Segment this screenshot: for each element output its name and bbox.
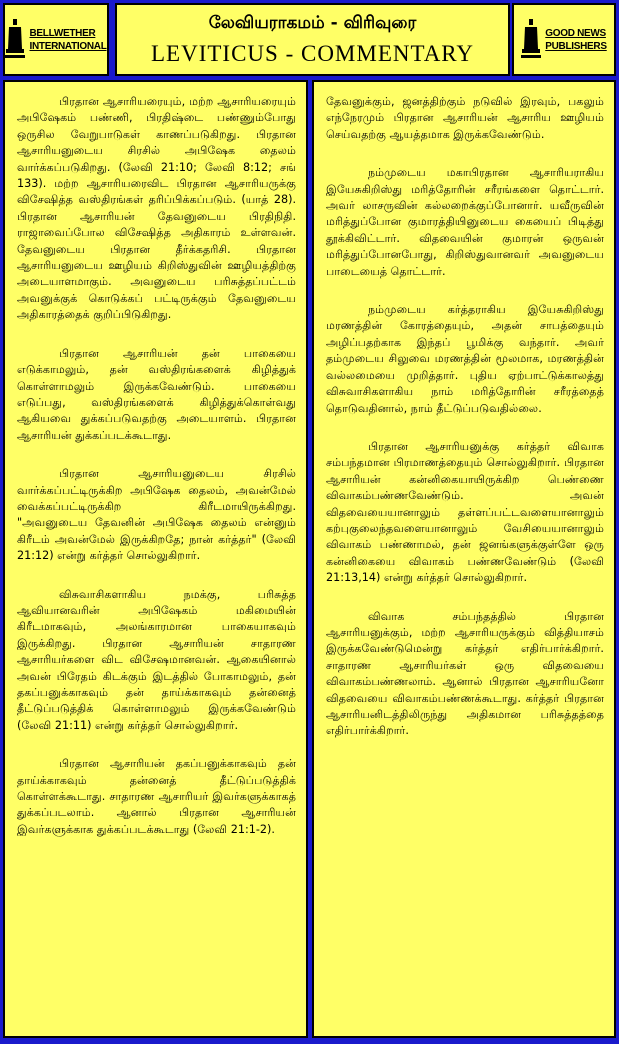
paragraph: விவாக சம்பந்தத்தில் பிரதான ஆசாரியனுக்கும், மற்ற ஆசாரியருக்கும் வித்தியாசம் இருக்கவேண்டுமென்று கர்த்தர் எதிர்பார்க்கிறார். சாதாரண ஆசாரியர்கள் ஒரு விதவையை விவாகம்பண்ணலாம். ஆனால் பிரதான ஆசாரியனோ விதவையை விவாகம்பண்ணக்கூடாது. கர்த்தர் பிரதான ஆசாரியனிடத்திலிருந்து அதிகமான பரிசுத்தத்தை எதிர்பார்க்கிறார். bbox=[326, 609, 604, 738]
good-news-logo bbox=[512, 3, 616, 76]
paragraph: பிரதான ஆசாரியனுக்கு கர்த்தர் விவாக சம்பந்தமான பிரமாணத்தையும் சொல்லுகிறார். பிரதான ஆசாரியன் கன்னிகையாயிருக்கிற பெண்ணை விவாகம்பண்ணவேண்டும். அவன் விதவையையானாலும் தள்ளப்பட்டவளையானாலும் கற்புகுலைந்தவளையானாலும் வேசியையானாலும் விவாகம் பண்ணாமல், தன் ஜனங்களுக்குள்ளே ஒரு கன்னிகையை விவாகம் பண்ணவேண்டும் (லேவி 21:13,14) என்று கர்த்தர் சொல்லுகிறார். bbox=[326, 439, 604, 585]
paragraph: தேவனுக்கும், ஜனத்திற்கும் நடுவில் இரவும், பகலும் எந்நேரமும் பிரதான ஆசாரியன் ஆசாரிய ஊழியம் செய்வதற்கு ஆயத்தமாக இருக்கவேண்டும். bbox=[326, 95, 604, 141]
page-title-tamil: லேவியராகமம் - விரிவுரை bbox=[208, 13, 417, 33]
paragraph: விசுவாசிகளாகிய நமக்கு, பரிசுத்த ஆவியானவரின் அபிஷேகம் மகிமையின் கிரீடமாகவும், அலங்காரமான பாகையாகவும் இருக்கிறது. பிரதான ஆசாரியன் சாதாரண ஆசாரியர்களை விட விசேஷமானவன். ஆகையினால் அவன் பிரேதம் கிடக்கும் இடத்தில் போகாமலும், தன் தகப்பனுக்காகவும் தன் தாய்க்காகவும் தன்னைத் தீட்டுப்படுத்திக் கொள்ளாமலும் இருக்கவேண்டும் (லேவி 21:11) என்று கர்த்தர் சொல்லுகிறார். bbox=[17, 587, 296, 732]
right-logo-line1: GOOD NEWS bbox=[545, 27, 606, 39]
left-logo-line2: INTERNATIONAL bbox=[29, 40, 107, 52]
paragraph: நம்முடைய கர்த்தராகிய இயேசுகிறிஸ்து மரணத்தின் கோரத்தையும், அதன் சாபத்தையும் அழிப்பதற்காக இந்தப் பூமிக்கு வந்தார். அவர் தம்முடைய சிலுவை மரணத்தின் மூலமாக, மரணத்தின் வல்லமையை முறித்தார். புதிய ஏற்பாட்டுக்காலத்து விசுவாசிகளாகிய நாம் மரித்தோரின் சரீரத்தைத் தொடுவதினால், நாம் தீட்டுப்படுவதில்லை. bbox=[326, 303, 604, 415]
paragraph: பிரதான ஆசாரியனுடைய சிரசில் வார்க்கப்பட்டிருக்கிற அபிஷேக தைலம், அவன்மேல் வைக்கப்பட்டிருக்கிற கிரீடமாயிருக்கிறது. "அவனுடைய தேவனின் அபிஷேக தைலம் என்னும் கிரீடம் அவன்மேல் இருக்கிறதே; நான் கர்த்தர்" (லேவி 21:12) என்று கர்த்தர் சொல்லுகிறார். bbox=[17, 467, 296, 563]
title-box bbox=[115, 3, 510, 76]
right-logo-line2: PUBLISHERS bbox=[545, 40, 607, 52]
bell-icon bbox=[521, 19, 541, 61]
paragraph: பிரதான ஆசாரியன் தகப்பனுக்காகவும் தன் தாய்க்காகவும் தன்னைத் தீட்டுப்படுத்திக் கொள்ளக்கூடாது. சாதாரண ஆசாரியர் இவர்களுக்காகத் துக்கப்படலாம். ஆனால் பிரதான ஆசாரியன் இவர்களுக்காக துக்கப்படக்கூடாது (லேவி 21:1-2). bbox=[17, 757, 296, 836]
header bbox=[3, 3, 616, 76]
paragraph: நம்முடைய மகாபிரதான ஆசாரியராகிய இயேசுகிறிஸ்து மரித்தோரின் சரீரங்களை தொட்டார். அவர் லாசருவின் கல்லறைக்குப்போனார். யவீருவின் மரித்துப்போன குமாரத்தியினுடைய கையைப் பிடித்து தூக்கிவிட்டார். விதவையின் குமாரன் ஒருவன் மரித்துப்போனபோது, கிறிஸ்துவானவர் அவனுடைய பாடையைத் தொட்டார். bbox=[326, 166, 604, 278]
left-column bbox=[3, 80, 308, 1038]
paragraph: பிரதான ஆசாரியரையும், மற்ற ஆசாரியரையும் அபிஷேகம் பண்ணி, பிரதிஷ்டை பண்ணும்போது ஒருசில வேறுபாடுகள் காணப்படுகிறது. பிரதான ஆசாரியனுடைய சிரசில் அபிஷேக தைலம் வார்க்கப்படுகிறது. (லேவி 21:10; லேவி 8:12; சங் 133). மற்ற ஆசாரியரைவிட பிரதான ஆசாரியருக்கு விசேஷித்த வஸ்திரங்கள் தரிப்பிக்கப்படும். (யாத் 28). பிரதான ஆசாரியன் தேவனுடைய பிரதிநிதி. ராஜாவைப்போல விசேஷித்த அதிகாரம் உள்ளவன். தேவனுடைய பிரதான தீர்க்கதரிசி. பிரதான ஆசாரியனுடைய ஊழியம் கிறிஸ்துவின் ஊழியத்திற்கு அடையாளமாகும். அவனுடைய பரிசுத்தப்பட்டம் அவனுக்குக் கொடுக்கப் பட்டிருக்கும் தேவனுடைய அதிகாரத்தைக் குறிப்பிடுகிறது. bbox=[17, 95, 296, 322]
right-column bbox=[312, 80, 616, 1038]
paragraph: பிரதான ஆசாரியன் தன் பாகையை எடுக்காமலும், தன் வஸ்திரங்களைக் கிழித்துக் கொள்ளாமலும் இருக்கவேண்டும். பாகையை எடுப்பது, வஸ்திரங்களைக் கிழித்துக்கொள்வது ஆகியவை துக்கப்படுவதற்கு அடையாளம். பிரதான ஆசாரியன் துக்கப்படக்கூடாது. bbox=[17, 346, 296, 442]
page-title-english: LEVITICUS - COMMENTARY bbox=[151, 41, 474, 66]
bellwether-logo bbox=[3, 3, 109, 76]
bell-icon bbox=[5, 19, 25, 61]
left-logo-line1: BELLWETHER bbox=[29, 27, 96, 39]
